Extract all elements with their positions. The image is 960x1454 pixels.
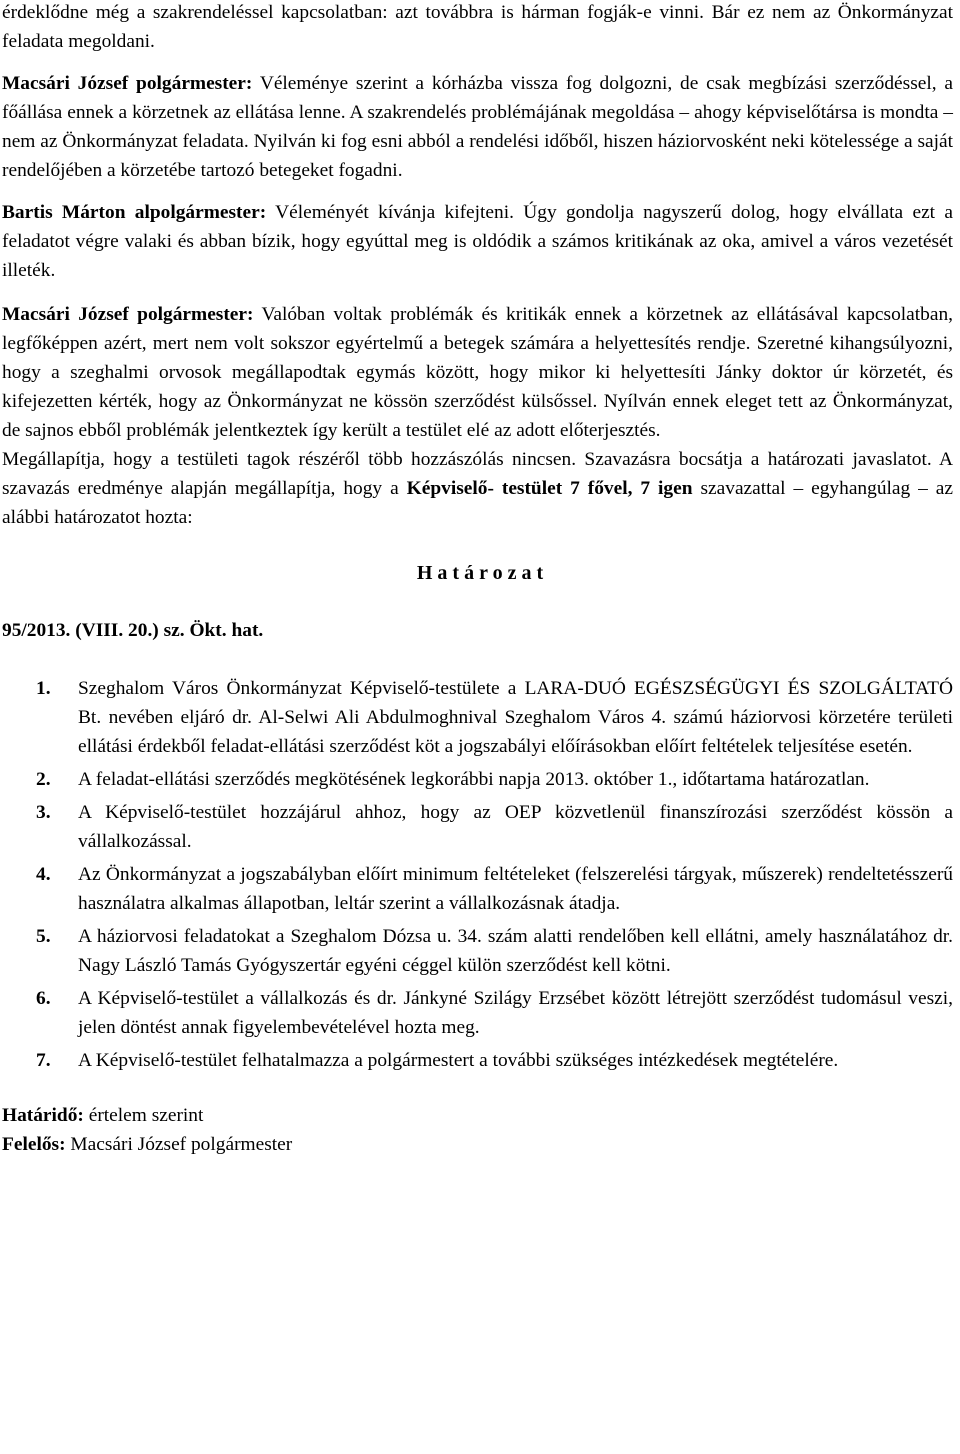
item-text: A feladat-ellátási szerződés megkötésének legkorábbi napja 2013. október 1., időtartama határozatlan.: [78, 769, 870, 790]
decision-list: [2, 674, 953, 1075]
item-number: 5.: [36, 926, 51, 947]
list-item: [2, 984, 953, 1042]
deadline-label: Határidő:: [2, 1105, 84, 1126]
item-text: A Képviselő-testület a vállalkozás és dr. Jánkyné Szilágy Erzsébet között létrejött szerződést tudomásul veszi, jelen döntést annak figyelembevételével hozta meg.: [78, 988, 953, 1038]
responsible-value: Macsári József polgármester: [65, 1134, 293, 1155]
speaker-name: Macsári József polgármester:: [2, 73, 253, 94]
deadline-line: [2, 1101, 953, 1130]
spacer: [2, 56, 953, 69]
spacer: [2, 285, 953, 300]
item-number: 3.: [36, 802, 51, 823]
paragraph-mayor-1: [2, 69, 953, 185]
paragraph-text: szavazattal – egyhangúlag – az alábbi határozatot hozta:: [2, 478, 954, 528]
item-text: A Képviselő-testület hozzájárul ahhoz, hogy az OEP közvetlenül finanszírozási szerződést kössön a vállalkozással.: [78, 802, 953, 852]
item-text: A Képviselő-testület felhatalmazza a polgármestert a további szükséges intézkedések megtételére.: [78, 1050, 839, 1071]
item-number: 4.: [36, 864, 51, 885]
resolution-title: Határozat: [416, 562, 549, 584]
item-text: Az Önkormányzat a jogszabályban előírt minimum feltételeket (felszerelési tárgyak, műszerek) rendeltetésszerű használatra alkalmas állapotban, leltár szerint a vállalkozásnak átadja.: [78, 864, 953, 914]
list-item: [2, 765, 953, 794]
item-number: 7.: [36, 1050, 51, 1071]
speaker-name: Bartis Márton alpolgármester:: [2, 202, 267, 223]
spacer: [2, 185, 953, 198]
paragraph-deputy-mayor: [2, 198, 953, 285]
list-item: [2, 922, 953, 980]
paragraph-text: Véleménye szerint a kórházba vissza fog dolgozni, de csak megbízási szerződéssel, a főállása ennek a körzetnek az ellátása lenne. A szakrendelés problémájának megoldása – ahogy képviselőtársa is mondta – nem az Önkormányzat feladata. Nyilván ki fog esni abból a rendelési időből, hiszen háziorvosként neki kötelessége a saját rendelőjében a körzetébe tartozó betegeket fogadni.: [2, 73, 953, 181]
paragraph-intro: [2, 0, 953, 56]
paragraph-text: Véleményét kívánja kifejteni. Úgy gondolja nagyszerű dolog, hogy elvállata ezt a feladatot végre valaki és abban bízik, hogy egyúttal meg is oldódik a számos kritikának az oka, amivel a város vezetését illeték.: [2, 202, 953, 281]
item-number: 6.: [36, 988, 51, 1009]
spacer: [2, 532, 953, 559]
spacer: [2, 1079, 953, 1101]
paragraph-text: Valóban voltak problémák és kritikák ennek a körzetnek az ellátásával kapcsolatban, legfőképpen azért, mert nem volt sokszor egyértelmű a betegek számára a helyettesítés rendje. Szeretné kihangsúlyozni, hogy a szeghalmi orvosok megállapodtak egymás között, hogy mikor ki helyettesíti Jánky doktor úr körzetét, és kifejezetten kérték, hogy az Önkormányzat ne kössön szerződést külsőssel. Nyílván ennek eleget tett az Önkormányzat, de sajnos ebből problémák jelentkeztek így került a testület elé az adott előterjesztés.: [2, 304, 954, 441]
paragraph-vote: [2, 445, 953, 532]
spacer: [2, 645, 953, 674]
item-number: 1.: [36, 678, 51, 699]
vote-result: Képviselő- testület 7 fővel, 7 igen: [406, 478, 693, 499]
spacer: [2, 588, 953, 616]
responsible-label: Felelős:: [2, 1134, 66, 1155]
paragraph-text: érdeklődne még a szakrendeléssel kapcsolatban: azt továbbra is hárman fogják-e vinni. Bár ez nem az Önkormányzat feladata megoldani.: [2, 2, 953, 52]
speaker-name: Macsári József polgármester:: [2, 304, 254, 325]
deadline-value: értelem szerint: [83, 1105, 204, 1126]
item-number: 2.: [36, 769, 51, 790]
list-item: [2, 798, 953, 856]
item-text: Szeghalom Város Önkormányzat Képviselő-testülete a LARA-DUÓ EGÉSZSÉGÜGYI ÉS SZOLGÁLTATÓ Bt. nevében eljáró dr. Al-Selwi Ali Abdulmoghnival Szeghalom Város 4. számú háziorvosi körzetére területi ellátási érdekből feladat-ellátási szerződést köt a jogszabályi előírásokban előírt feltételek teljesítése esetén.: [78, 678, 953, 757]
paragraph-mayor-2: [2, 300, 953, 445]
resolution-reference: 95/2013. (VIII. 20.) sz. Ökt. hat.: [2, 620, 264, 641]
item-text: A háziorvosi feladatokat a Szeghalom Dózsa u. 34. szám alatti rendelőben kell ellátni, amely használatához dr. Nagy László Tamás Gyógyszertár egyéni céggel külön szerződést kell kötni.: [78, 926, 953, 976]
list-item: [2, 860, 953, 918]
list-item: [2, 674, 953, 761]
paragraph-text: Megállapítja, hogy a testületi tagok részéről több hozzászólás nincsen. Szavazásra bocsátja a határozati javaslatot. A szavazás eredménye alapján megállapítja, hogy a: [2, 449, 953, 499]
list-item: [2, 1046, 953, 1075]
responsible-line: [2, 1130, 953, 1159]
